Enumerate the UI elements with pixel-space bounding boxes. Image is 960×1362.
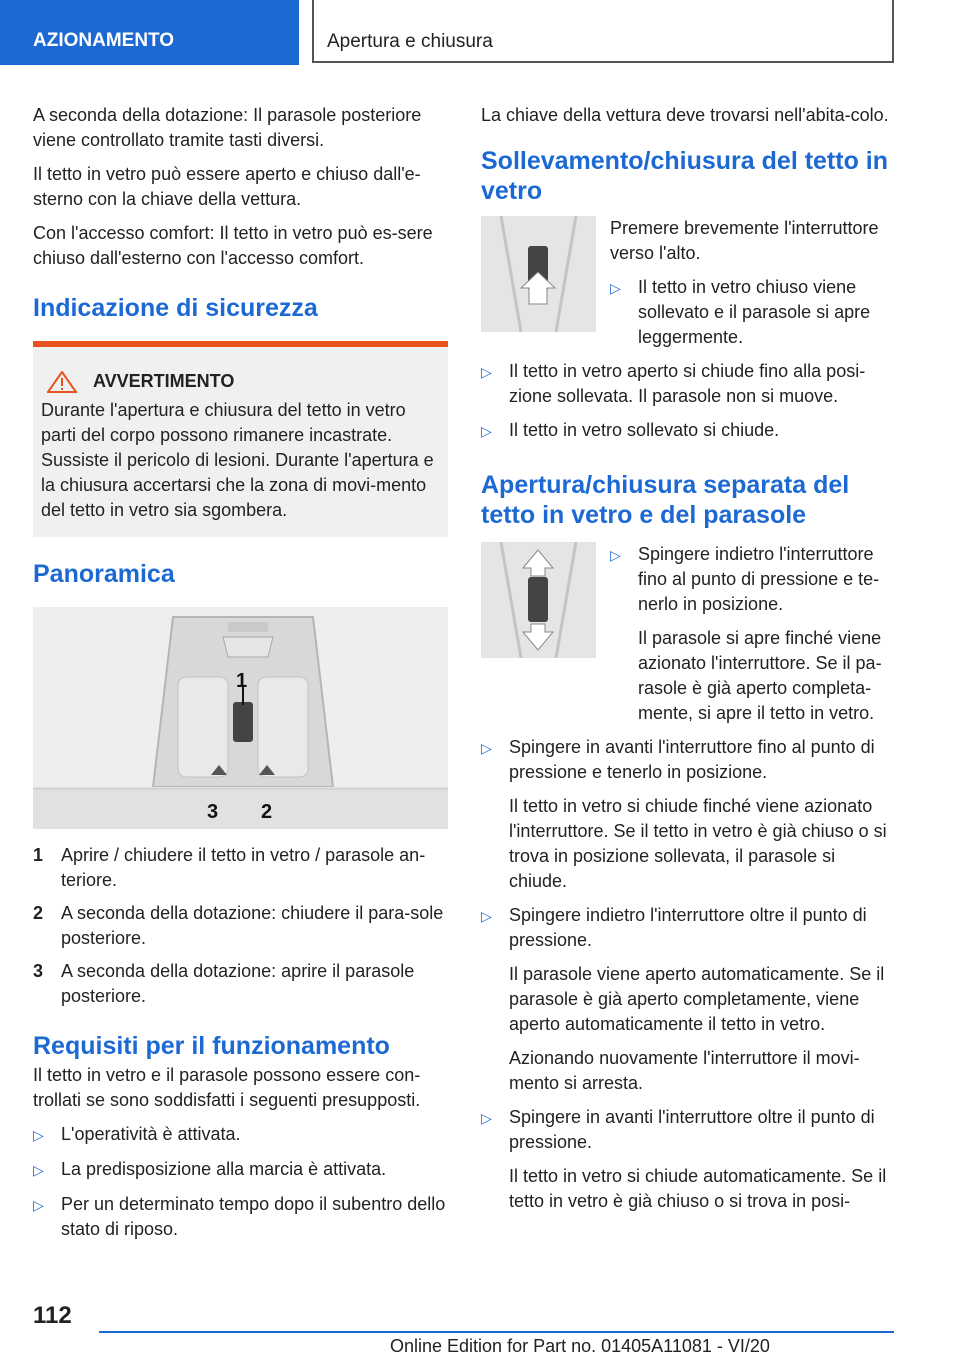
lift-block: [481, 216, 897, 359]
bullet-item: ▷ Spingere indietro l'interruttore fino al punto di pressione e te-nerlo in posizione.: [610, 542, 897, 617]
separate-heading: Apertura/chiusura separata del tetto in vetro e del parasole: [481, 471, 850, 529]
overview-figure: [33, 607, 448, 829]
bullet-triangle-icon: ▷: [481, 364, 492, 380]
warning-title-row: [41, 369, 436, 394]
intro-paragraph: Con l'accesso comfort: Il tetto in vetro può es-sere chiuso dall'esterno con l'accesso comfort.: [33, 223, 433, 268]
callout-1: 1: [236, 670, 248, 692]
bullet-triangle-icon: ▷: [33, 1162, 44, 1178]
bullet-item: ▷ Il tetto in vetro sollevato si chiude.: [481, 418, 897, 444]
warning-title: AVVERTIMENTO: [93, 371, 235, 391]
bullet-item: ▷ Spingere indietro l'interruttore oltre il punto di pressione.: [481, 903, 897, 953]
footer-divider: [99, 1331, 894, 1333]
bullet-subtext: Azionando nuovamente l'interruttore il movi-mento si arresta.: [509, 1048, 860, 1093]
bullet-triangle-icon: ▷: [481, 908, 492, 924]
section-label: AZIONAMENTO: [33, 30, 175, 51]
bullet-subtext: Il parasole viene aperto automaticamente. Se il parasole è già aperto completamente, viene aperto automaticamente il tetto in vetro.: [509, 964, 885, 1034]
bullet-item: ▷ Spingere in avanti l'interruttore oltre il punto di pressione.: [481, 1105, 897, 1155]
warning-triangle-icon: [47, 371, 77, 393]
roof-console-illustration: [33, 607, 448, 829]
bullet-triangle-icon: ▷: [610, 547, 621, 563]
requirements-text: Il tetto in vetro e il parasole possono essere con-trollati se sono soddisfatti i seguenti presupposti.: [33, 1065, 421, 1110]
bullet-item: ▷ L'operatività è attivata.: [33, 1122, 448, 1148]
section-tab: [0, 0, 299, 65]
bullet-triangle-icon: ▷: [481, 1110, 492, 1126]
bullet-triangle-icon: ▷: [610, 280, 621, 296]
intro-paragraph: A seconda della dotazione: Il parasole posteriore viene controllato tramite tasti diversi.: [33, 105, 422, 150]
legend-item: 1 Aprire / chiudere il tetto in vetro / parasole an-teriore.: [33, 845, 426, 890]
bullet-subtext: Il parasole si apre finché viene azionato l'interruttore. Se il pa-rasole è già aperto completa-mente, si apre il tetto in vetro.: [638, 628, 882, 723]
bullet-item: ▷ Il tetto in vetro chiuso viene sollevato e il parasole si apre leggermente.: [610, 275, 897, 350]
separate-block: [481, 542, 897, 735]
chapter-title: Apertura e chiusura: [327, 31, 493, 52]
intro-paragraph: La chiave della vettura deve trovarsi nell'abita-colo.: [481, 105, 889, 125]
requirements-heading: Requisiti per il funzionamento: [33, 1032, 390, 1060]
bullet-item: ▷ Per un determinato tempo dopo il subentro dello stato di riposo.: [33, 1192, 448, 1242]
bullet-triangle-icon: ▷: [481, 740, 492, 756]
warning-box: [33, 341, 448, 537]
safety-heading: Indicazione di sicurezza: [33, 294, 318, 322]
overview-heading: Panoramica: [33, 560, 175, 588]
callout-3: 3: [207, 801, 219, 823]
page-number: 112: [33, 1302, 72, 1329]
bullet-triangle-icon: ▷: [481, 423, 492, 439]
switch-up-illustration: [481, 216, 596, 332]
bullet-item: ▷ Spingere in avanti l'interruttore fino al punto di pressione e tenerlo in posizione.: [481, 735, 897, 785]
bullet-subtext: Il tetto in vetro si chiude finché viene azionato l'interruttore. Se il tetto in vetro è già chiuso o si trova in posizione sollevata, il parasole si chiude.: [509, 796, 887, 891]
bullet-item: ▷ La predisposizione alla marcia è attivata.: [33, 1157, 448, 1183]
legend-item: 2 A seconda della dotazione: chiudere il para-sole posteriore.: [33, 903, 444, 948]
lift-heading: Sollevamento/chiusura del tetto in vetro: [481, 147, 889, 205]
left-column: [33, 103, 448, 1251]
legend-item: 3 A seconda della dotazione: aprire il parasole posteriore.: [33, 961, 415, 1006]
right-column: [481, 103, 897, 1223]
switch-updown-illustration: [481, 542, 596, 658]
bullet-triangle-icon: ▷: [33, 1127, 44, 1143]
bullet-triangle-icon: ▷: [33, 1197, 44, 1213]
chapter-tab: [312, 0, 894, 63]
warning-text: Durante l'apertura e chiusura del tetto in vetro parti del corpo possono rimanere incastrate. Sussiste il pericolo di lesioni. Durante l'apertura e la chiusura accertarsi che la zona di movi-mento del tetto in vetro sia sgombera.: [41, 400, 434, 520]
edition-text: Online Edition for Part no. 01405A11081 - VI/20: [390, 1336, 770, 1356]
intro-paragraph: Il tetto in vetro può essere aperto e chiuso dall'e-sterno con la chiave della vettura.: [33, 164, 421, 209]
bullet-item: ▷ Il tetto in vetro aperto si chiude fino alla posi-zione sollevata. Il parasole non si muove.: [481, 359, 897, 409]
lift-text: Premere brevemente l'interruttore verso l'alto.: [610, 218, 879, 263]
callout-2: 2: [261, 801, 273, 823]
bullet-subtext: Il tetto in vetro si chiude automaticamente. Se il tetto in vetro è già chiuso o si trova in posi-: [509, 1166, 887, 1211]
